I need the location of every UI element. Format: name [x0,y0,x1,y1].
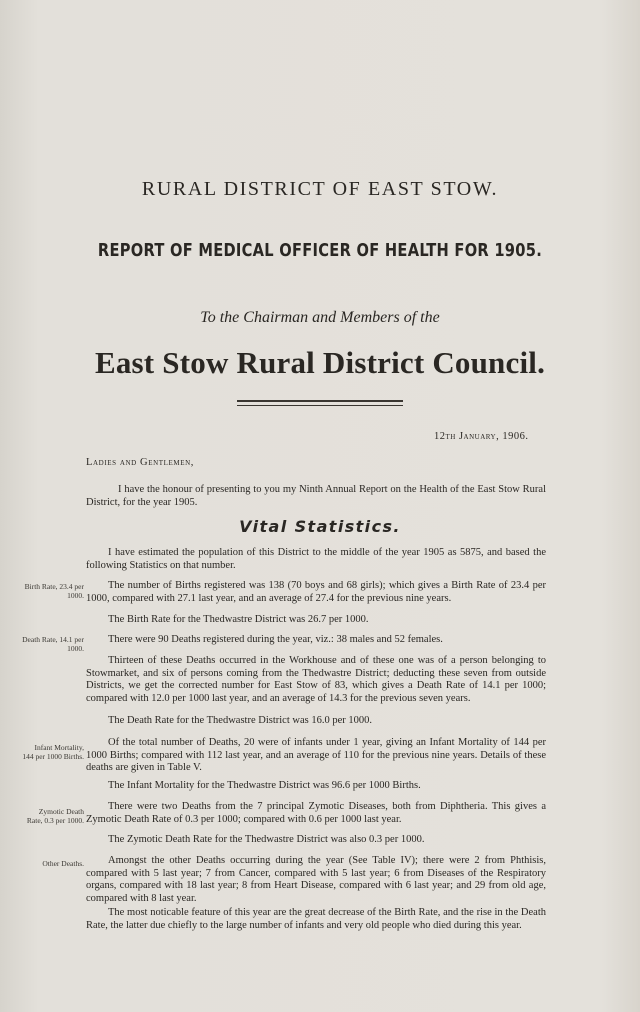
paragraph-other-deaths: Amongst the other Deaths occurring during the year (See Table IV); there were 2 from Phthisis, compared with 5 last year; 7 from Cancer, compared with 5 last year; 6 from Diseases of the Respiratory organs, compared with 18 last year; 8 from Heart Disease, compared with 6 last year; and 29 from old age, compared with 8 last year. [86,855,546,904]
paragraph-population: I have estimated the population of this District to the middle of the year 1905 as 5875, and based the following Statistics on that number. [86,547,546,571]
margin-note-zymotic: Zymotic Death Rate, 0.3 per 1000. [26,807,84,825]
district-title: RURAL DISTRICT OF EAST STOW. [141,178,499,200]
paragraph-zymotic: There were two Deaths from the 7 principal Zymotic Diseases, both from Diphtheria. This gives a Zymotic Death Rate of 0.3 per 1000; compared with 0.6 per 1000 last year. [86,801,546,825]
margin-note-death-rate: Death Rate, 14.1 per 1000. [22,635,84,653]
report-date: 12th January, 1906. [434,431,529,442]
paragraph-zymotic-thedwastre: The Zymotic Death Rate for the Thedwastre District was also 0.3 per 1000. [108,834,425,845]
paragraph-births: The number of Births registered was 138 (70 boys and 68 girls); which gives a Birth Rate of 23.4 per 1000, compared with 27.1 last year, and an average of 27.4 for the previous nine years. [86,580,546,604]
paragraph-workhouse: Thirteen of these Deaths occurred in the Workhouse and of these one was of a person belonging to Stowmarket, and six of persons coming from the Thedwastre District; deducting these seven from outside Districts, we get the corrected number for East Stow of 83, which gives a Death Rate of 14.1 per 1000; compared with 12.0 per 1000 last year, and an average of 14.3 for the previous seven years. [86,655,546,704]
margin-note-birth-rate: Birth Rate, 23.4 per 1000. [24,582,84,600]
paragraph-notable-feature: The most noticable feature of this year are the great decrease of the Birth Rate, and the rise in the Death Rate, the latter due chiefly to the large number of infants and very old people who died during this year. [86,907,546,931]
council-name: East Stow Rural District Council. [94,345,546,380]
margin-note-infant-mortality: Infant Mortality, 144 per 1000 Births. [22,743,84,761]
paragraph-infant-mortality-thedwastre: The Infant Mortality for the Thedwastre District was 96.6 per 1000 Births. [108,780,421,791]
paragraph-birth-rate-thedwastre: The Birth Rate for the Thedwastre District was 26.7 per 1000. [108,614,369,625]
report-title: REPORT OF MEDICAL OFFICER OF HEALTH FOR 1905. [97,241,543,261]
paragraph-deaths: There were 90 Deaths registered during the year, viz.: 38 males and 52 females. [108,634,443,645]
margin-note-other-deaths: Other Deaths. [42,859,84,868]
paragraph-infant-deaths: Of the total number of Deaths, 20 were of infants under 1 year, giving an Infant Mortality of 144 per 1000 Births; compared with 112 last year, and an average of 110 for the previous nine years. Details of these deaths are given in Table V. [86,737,546,773]
paragraph-death-rate-thedwastre: The Death Rate for the Thedwastre District was 16.0 per 1000. [108,715,372,726]
address-line: To the Chairman and Members of the [200,309,440,326]
section-heading: Vital Statistics. [239,517,401,536]
divider-rule [237,400,403,402]
intro-paragraph: I have the honour of presenting to you my Ninth Annual Report on the Health of the East Stow Rural District, for the year 1905. [86,484,546,508]
salutation: Ladies and Gentlemen, [86,457,194,468]
